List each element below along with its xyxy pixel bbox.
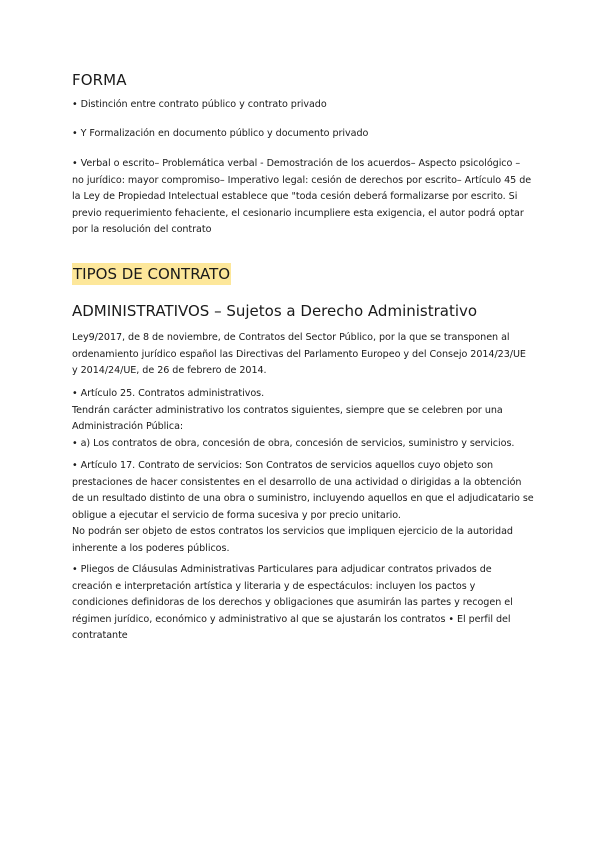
forma-item-formalizacion: • Y Formalización en documento público y documento privado: [72, 128, 369, 139]
articulo-25-section: [72, 386, 534, 452]
articulo-25-title: • Artículo 25. Contratos administrativos.: [72, 388, 265, 399]
administrativos-subheading: ADMINISTRATIVOS – Sujetos a Derecho Administrativo: [72, 302, 478, 320]
articulo-17-text: • Artículo 17. Contrato de servicios: Son Contratos de servicios aquellos cuyo objeto son prestaciones de hacer consistentes en el desarrollo de una actividad o dirigidas a la obtención de un resultado distinto de una obra o suministro, incluyendo aquellos en que el adjudicatario se obligue a ejecutar el servicio de forma sucesiva y por precio unitario.: [72, 460, 534, 521]
pliegos-paragraph: • Pliegos de Cláusulas Administrativas Particulares para adjudicar contratos privados de creación e interpretación artística y literaria y de espectáculos: incluyen los pactos y condiciones definidoras de los derechos y obligaciones que asumirán las partes y recogen el régimen jurídico, económico y administrativo al que se ajustarán los contratos • El perfil del contratante: [72, 564, 513, 641]
articulo-25-item-a: • a) Los contratos de obra, concesión de obra, concesión de servicios, suministro y servicios.: [72, 437, 515, 449]
forma-item-distincion: • Distinción entre contrato público y contrato privado: [72, 99, 327, 110]
articulo-17-section: [72, 458, 534, 557]
articulo-17-note: No podrán ser objeto de estos contratos los servicios que impliquen ejercicio de la autoridad inherente a los poderes públicos.: [72, 526, 513, 554]
forma-item-verbal-escrito: • Verbal o escrito– Problemática verbal - Demostración de los acuerdos– Aspecto psicológico – no jurídico: mayor compromiso– Imperativo legal: cesión de derechos por escrito– Artículo 45 de la Ley de Propiedad Intelectual establece que "toda cesión deberá formalizarse por escrito. Si previo requerimiento fehaciente, el cesionario incumpliere esta exigencia, el autor podrá optar por la resolución del contrato: [72, 158, 532, 235]
ley-paragraph: Ley9/2017, de 8 de noviembre, de Contratos del Sector Público, por la que se transponen al ordenamiento jurídico español las Directivas del Parlamento Europeo y del Consejo 2014/23/UE y 2014/24/UE, de 26 de febrero de 2014.: [72, 332, 526, 376]
forma-heading: FORMA: [72, 71, 127, 89]
tipos-contrato-heading: TIPOS DE CONTRATO: [73, 265, 231, 283]
articulo-25-body: Tendrán carácter administrativo los contratos siguientes, siempre que se celebren por una Administración Pública:: [72, 404, 503, 432]
